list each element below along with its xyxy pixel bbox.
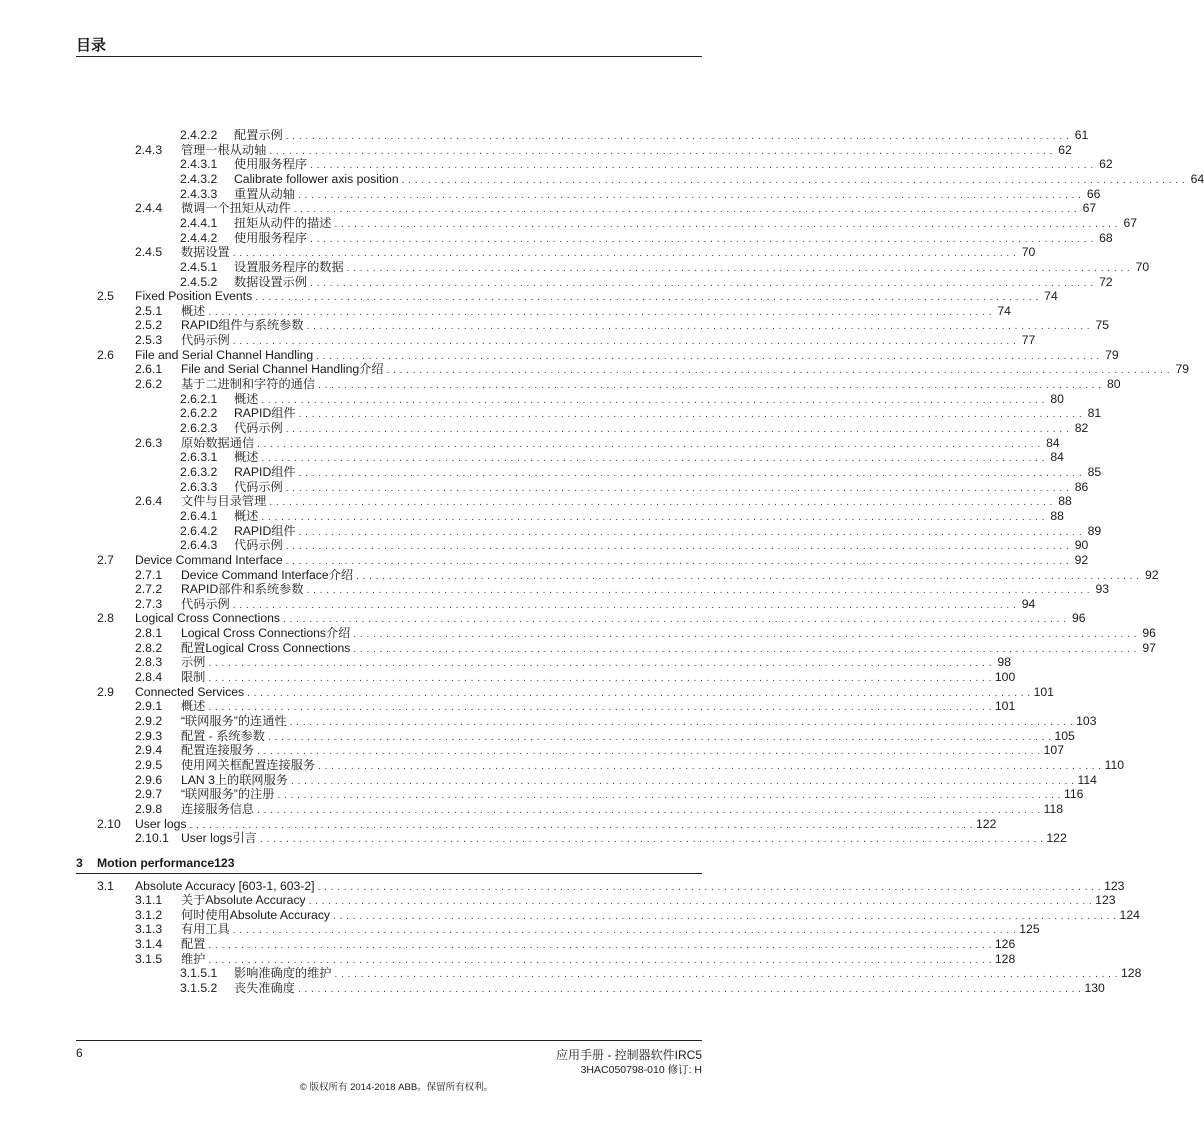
toc-dot-leader: . . . . . . . . . . . . . . . . . . . . . . . . . . . . . . . . . . . . . . . . . . . . . . . . . . . . . . . . . . . . . . . . . . . . . . . . . . . . . . . . . . . . . . . . . . . . . . . . . . . . . . . . . . . . . . . . . . . . . . . . (208, 954, 992, 966)
toc-entry-title: 配置示例 (234, 128, 283, 142)
toc-entry-page: 125 (1019, 922, 1040, 937)
toc-dot-leader: . . . . . . . . . . . . . . . . . . . . . . . . . . . . . . . . . . . . . . . . . . . . . . . . . . . . . . . . . . . . . . . . . . . . . . . . . . . . . . . . . . . . . . . . . . . . . . . . . . . . . . . . . . . . . . . . . . . . . . . . (334, 218, 1119, 230)
toc-dot-leader: . . . . . . . . . . . . . . . . . . . . . . . . . . . . . . . . . . . . . . . . . . . . . . . . . . . . . . . . . . . . . . . . . . . . . . . . . . . . . . . . . . . . . . . . . . . . . . . . . . . . . . . . . . . . . . . . . . . . . . . . (208, 673, 992, 685)
toc-entry[interactable] (0, 435, 1060, 450)
toc-entry-page: 75 (1095, 318, 1110, 333)
toc-dot-leader: . . . . . . . . . . . . . . . . . . . . . . . . . . . . . . . . . . . . . . . . . . . . . . . . . . . . . . . . . . . . . . . . . . . . . . . . . . . . . . . . . . . . . . . . . . . . . . . . . . . . . . . . . . . . . . . . . . . . . . . . (285, 555, 1070, 567)
toc-entry-page: 68 (1099, 230, 1113, 245)
toc-entry-title: 配置 - 系统参数 (181, 728, 265, 743)
toc-entry-number: 2.8.2 (135, 640, 163, 655)
toc-entry-number: 2.6.3.1 (180, 450, 218, 465)
toc-dot-leader: . . . . . . . . . . . . . . . . . . . . . . . . . . . . . . . . . . . . . . . . . . . . . . . . . . . . . . . . . . . . . . . . . . . . . . . . . . . . . . . . . . . . . . . . . . . . . . . . . . . . . . . . . . . . . . . . . . . . . . . . (318, 380, 1102, 392)
toc-dot-leader: . . . . . . . . . . . . . . . . . . . . . . . . . . . . . . . . . . . . . . . . . . . . . . . . . . . . . . . . . . . . . . . . . . . . . . . . . . . . . . . . . . . . . . . . . . . . . . . . . . . . . . . . . . . . . . . . . . . . . . . . (285, 541, 1070, 553)
toc-entry-page: 123 (1095, 893, 1116, 908)
toc-entry[interactable] (0, 801, 1064, 816)
toc-entry[interactable] (0, 816, 997, 831)
toc-entry-number: 2.8.1 (135, 626, 163, 641)
toc-entry-title: RAPID组件 (234, 523, 296, 538)
toc-dot-leader: . . . . . . . . . . . . . . . . . . . . . . . . . . . . . . . . . . . . . . . . . . . . . . . . . . . . . . . . . . . . . . . . . . . . . . . . . . . . . . . . . . . . . . . . . . . . . . . . . . . . . . . . . . . . . . . . . . . . . . . . (298, 409, 1083, 421)
toc-entry[interactable] (0, 552, 1089, 567)
toc-dot-leader: . . . . . . . . . . . . . . . . . . . . . . . . . . . . . . . . . . . . . . . . . . . . . . . . . . . . . . . . . . . . . . . . . . . . . . . . . . . . . . . . . . . . . . . . . . . . . . . . . . . . . . . . . . . . . . . . . . . . . . . . (247, 687, 1031, 699)
toc-entry[interactable] (0, 142, 1072, 157)
toc-entry[interactable] (0, 728, 1075, 743)
toc-entry[interactable] (0, 377, 1121, 392)
toc-entry-number: 2.6.2.1 (180, 391, 218, 406)
toc-entry[interactable] (0, 230, 1113, 245)
toc-entry[interactable] (0, 966, 1142, 981)
toc-dot-leader: . . . . . . . . . . . . . . . . . . . . . . . . . . . . . . . . . . . . . . . . . . . . . . . . . . . . . . . . . . . . . . . . . . . . . . . . . . . . . . . . . . . . . . . . . . . . . . . . . . . . . . . . . . . . . . . . . . . . . . . . (269, 497, 1053, 509)
toc-entry-page: 84 (1046, 435, 1060, 450)
toc-entry-number: 2.4.3.1 (180, 157, 218, 172)
toc-dot-leader: . . . . . . . . . . . . . . . . . . . . . . . . . . . . . . . . . . . . . . . . . . . . . . . . . . . . . . . . . . . . . . . . . . . . . . . . . . . . . . . . . . . . . . . . . . . . . . . . . . . . . . . . . . . . . . . . . . . . . . . . (285, 482, 1070, 494)
toc-entry-title: 影响准确度的维护 (234, 966, 332, 981)
toc-entry[interactable] (0, 567, 1159, 582)
toc-dot-leader: . . . . . . . . . . . . . . . . . . . . . . . . . . . . . . . . . . . . . . . . . . . . . . . . . . . . . . . . . . . . . . . . . . . . . . . . . . . . . . . . . . . . . . . . . . . . . . . . . . . . . . . . . . . . . . . . . . . . . . . . (356, 570, 1140, 582)
toc-entry-number: 2.7.1 (135, 567, 163, 582)
toc-entry-title: 微调一个扭矩从动件 (181, 201, 291, 216)
toc-entry-number: 2.6.2 (135, 377, 163, 392)
toc-entry-page: 116 (1063, 787, 1084, 802)
toc-entry-number: 2.6.1 (135, 362, 163, 377)
toc-entry-page: 97 (1142, 640, 1156, 655)
toc-entry-number: 3.1.3 (135, 922, 163, 937)
toc-entry-title: 连接服务信息 (181, 801, 255, 816)
chapter-divider (76, 873, 702, 874)
toc-entry-page: 101 (994, 699, 1016, 714)
toc-entry-number: 3.1.4 (135, 937, 163, 952)
toc-entry-title: 有用工具 (181, 922, 230, 937)
toc-entry[interactable] (0, 596, 1036, 611)
toc-entry-page: 105 (1054, 728, 1075, 743)
toc-entry[interactable] (0, 831, 1067, 846)
toc-entry-number: 2.6.2.2 (180, 406, 218, 421)
toc-entry[interactable] (0, 922, 1040, 937)
toc-entry[interactable] (0, 626, 1156, 641)
toc-entry[interactable] (0, 757, 1125, 772)
footer-divider (76, 1040, 702, 1041)
toc-entry-page: 80 (1107, 377, 1121, 392)
toc-entry-page: 61 (1074, 128, 1089, 142)
toc-entry[interactable] (0, 318, 1110, 333)
toc-dot-leader: . . . . . . . . . . . . . . . . . . . . . . . . . . . . . . . . . . . . . . . . . . . . . . . . . . . . . . . . . . . . . . . . . . . . . . . . . . . . . . . . . . . . . . . . . . . . . . . . . . . . . . . . . . . . . . . . . . . . . . . . (257, 746, 1041, 758)
toc-entry-page: 64 (1190, 171, 1204, 186)
toc-entry-number: 2.4.5.2 (180, 274, 218, 289)
toc-dot-leader: . . . . . . . . . . . . . . . . . . . . . . . . . . . . . . . . . . . . . . . . . . . . . . . . . . . . . . . . . . . . . . . . . . . . . . . . . . . . . . . . . . . . . . . . . . . . . . . . . . . . . . . . . . . . . . . . . . . . . . . . (333, 910, 1117, 922)
toc-entry-title: 扭矩从动件的描述 (234, 215, 332, 230)
toc-dot-leader: . . . . . . . . . . . . . . . . . . . . . . . . . . . . . . . . . . . . . . . . . . . . . . . . . . . . . . . . . . . . . . . . . . . . . . . . . . . . . . . . . . . . . . . . . . . . . . . . . . . . . . . . . . . . . . . . . . . . . . . . (289, 717, 1074, 728)
toc-entry-title: File and Serial Channel Handling (135, 347, 314, 362)
toc-entry-page: 128 (1121, 966, 1142, 981)
toc-dot-leader: . . . . . . . . . . . . . . . . . . . . . . . . . . . . . . . . . . . . . . . . . . . . . . . . . . . . . . . . . . . . . . . . . . . . . . . . . . . . . . . . . . . . . . . . . . . . . . . . . . . . . . . . . . . . . . . . . . . . . . . . (306, 321, 1091, 333)
toc-entry-title: 代码示例 (234, 421, 283, 435)
toc-entry-number: 2.7.2 (135, 582, 163, 597)
toc-entry-number: 2.9.3 (135, 728, 163, 743)
toc-entry-page: 81 (1087, 406, 1102, 421)
toc-entry-number: 2.9.2 (135, 714, 163, 728)
toc-dot-leader: . . . . . . . . . . . . . . . . . . . . . . . . . . . . . . . . . . . . . . . . . . . . . . . . . . . . . . . . . . . . . . . . . . . . . . . . . . . . . . . . . . . . . . . . . . . . . . . . . . . . . . . . . . . . . . . . . . . . . . . . (208, 658, 992, 670)
toc-entry[interactable] (0, 640, 1156, 655)
footer-copyright: © 版权所有 2014-2018 ABB。保留所有权利。 (299, 1082, 494, 1093)
toc-entry[interactable] (0, 186, 1101, 201)
toc-entry-title: 配置Logical Cross Connections (181, 640, 351, 655)
toc-entry[interactable] (0, 670, 1016, 685)
toc-entry-number: 3 (76, 855, 83, 870)
toc-entry[interactable] (0, 981, 1105, 996)
toc-entry-title: 重置从动轴 (234, 186, 295, 201)
toc-entry-title: Connected Services (135, 684, 245, 699)
toc-entry[interactable] (0, 714, 1097, 728)
toc-entry-title: 示例 (181, 655, 206, 670)
toc-entry-page: 122 (1046, 831, 1067, 846)
toc-entry-number: 3.1.5 (135, 951, 163, 966)
toc-dot-leader: . . . . . . . . . . . . . . . . . . . . . . . . . . . . . . . . . . . . . . . . . . . . . . . . . . . . . . . . . . . . . . . . . . . . . . . . . . . . . . . . . . . . . . . . . . . . . . . . . . . . . . . . . . . . . . . . . . . . . . . . (306, 585, 1091, 597)
toc-entry-number: 2.6.4.2 (180, 523, 218, 538)
toc-entry-title: Device Command Interface (135, 552, 283, 567)
toc-entry-title: 何时使用Absolute Accuracy (181, 907, 331, 922)
toc-entry-title: Calibrate follower axis position (234, 171, 399, 186)
toc-dot-leader: . . . . . . . . . . . . . . . . . . . . . . . . . . . . . . . . . . . . . . . . . . . . . . . . . . . . . . . . . . . . . . . . . . . . . . . . . . . . . . . . . . . . . . . . . . . . . . . . . . . . . . . . . . . . . . . . . . . . . . . . (310, 233, 1094, 245)
toc-entry-number: 2.6.4.1 (180, 508, 218, 523)
toc-entry[interactable] (0, 772, 1097, 787)
toc-entry-number: 2.4.3.3 (180, 186, 218, 201)
toc-entry-title: 设置服务程序的数据 (234, 259, 344, 274)
toc-entry-page: 80 (1050, 391, 1064, 406)
toc-entry-number: 2.5 (97, 289, 114, 304)
toc-entry[interactable] (0, 201, 1097, 216)
toc-entry-page: 107 (1043, 743, 1064, 758)
toc-dot-leader: . . . . . . . . . . . . . . . . . . . . . . . . . . . . . . . . . . . . . . . . . . . . . . . . . . . . . . . . . . . . . . . . . . . . . . . . . . . . . . . . . . . . . . . . . . . . . . . . . . . . . . . . . . . . . . . . . . . . . . . . (261, 453, 1045, 465)
toc-entry[interactable] (0, 479, 1089, 494)
toc-entry-page: 88 (1058, 494, 1072, 509)
toc-entry-number: 2.9.4 (135, 743, 163, 758)
toc-entry[interactable] (0, 450, 1064, 465)
toc-entry-number: 2.4.3 (135, 142, 163, 157)
toc-entry[interactable] (0, 259, 1150, 274)
toc-entry[interactable] (0, 878, 1125, 893)
toc-entry-title: Device Command Interface介绍 (181, 567, 354, 582)
toc-dot-leader: . . . . . . . . . . . . . . . . . . . . . . . . . . . . . . . . . . . . . . . . . . . . . . . . . . . . . . . . . . . . . . . . . . . . . . . . . . . . . . . . . . . . . . . . . . . . . . . . . . . . . . . . . . . . . . . . . . . . . . . . (232, 599, 1017, 611)
toc-entry-number: 3.1.2 (135, 907, 163, 922)
toc-entry[interactable] (0, 538, 1089, 553)
toc-entry-title: LAN 3上的联网服务 (181, 772, 288, 787)
toc-entry-page: 123 (214, 855, 235, 870)
toc-entry-title: Logical Cross Connections (135, 611, 280, 626)
toc-dot-leader: . . . . . . . . . . . . . . . . . . . . . . . . . . . . . . . . . . . . . . . . . . . . . . . . . . . . . . . . . . . . . . . . . . . . . . . . . . . . . . . . . . . . . . . . . . . . . . . . . . . . . . . . . . . . . . . . . . . . . . . . (232, 336, 1017, 348)
toc-entry-number: 2.4.4.2 (180, 230, 218, 245)
toc-dot-leader: . . . . . . . . . . . . . . . . . . . . . . . . . . . . . . . . . . . . . . . . . . . . . . . . . . . . . . . . . . . . . . . . . . . . . . . . . . . . . . . . . . . . . . . . . . . . . . . . . . . . . . . . . . . . . . . . . . . . . . . . (261, 394, 1045, 406)
toc-entry-number: 2.4.5 (135, 245, 163, 260)
toc-dot-leader: . . . . . . . . . . . . . . . . . . . . . . . . . . . . . . . . . . . . . . . . . . . . . . . . . . . . . . . . . . . . . . . . . . . . . . . . . . . . . . . . . . . . . . . . . . . . . . . . . . . . . . . . . . . . . . . . . . . . . . . . (316, 350, 1100, 362)
toc-dot-leader: . . . . . . . . . . . . . . . . . . . . . . . . . . . . . . . . . . . . . . . . . . . . . . . . . . . . . . . . . . . . . . . . . . . . . . . . . . . . . . . . . . . . . . . . . . . . . . . . . . . . . . . . . . . . . . . . . . . . . . . . (282, 614, 1067, 626)
toc-entry[interactable] (0, 406, 1102, 421)
toc-entry-page: 118 (1043, 801, 1064, 816)
toc-dot-leader: . . . . . . . . . . . . . . . . . . . . . . . . . . . . . . . . . . . . . . . . . . . . . . . . . . . . . . . . . . . . . . . . . . . . . . . . . . . . . . . . . . . . . . . . . . . . . . . . . . . . . . . . . . . . . . . . . . . . . . . . (277, 790, 1061, 802)
toc-entry-page: 126 (994, 937, 1016, 952)
toc-entry-title: 概述 (234, 508, 259, 523)
toc-dot-leader: . . . . . . . . . . . . . . . . . . . . . . . . . . . . . . . . . . . . . . . . . . . . . . . . . . . . . . . . . . . . . . . . . . . . . . . . . . . . . . . . . . . . . . . . . . . . . . . . . . . . . . . . . . . . . . . . . . . . . . . . (259, 834, 1044, 846)
toc-entry-title: User logs (135, 816, 187, 831)
toc-entry-number: 2.6 (97, 347, 114, 362)
toc-dot-leader: . . . . . . . . . . . . . . . . . . . . . . . . . . . . . . . . . . . . . . . . . . . . . . . . . . . . . . . . . . . . . . . . . . . . . . . . . . . . . . . . . . . . . . . . . . . . . . . . . . . . . . . . . . . . . . . . . . . . . . . . (318, 760, 1102, 772)
toc-entry-title: 丧失准确度 (234, 981, 295, 996)
toc-entry-page: 88 (1050, 508, 1064, 523)
toc-entry-title: 数据设置示例 (234, 274, 308, 289)
toc-entry-number: 2.8 (97, 611, 114, 626)
toc-entry[interactable] (0, 684, 1054, 699)
toc-entry-title: 使用网关框配置连接服务 (181, 757, 316, 772)
toc-entry-number: 3.1.5.2 (180, 981, 218, 996)
toc-dot-leader: . . . . . . . . . . . . . . . . . . . . . . . . . . . . . . . . . . . . . . . . . . . . . . . . . . . . . . . . . . . . . . . . . . . . . . . . . . . . . . . . . . . . . . . . . . . . . . . . . . . . . . . . . . . . . . . . . . . . . . . . (401, 174, 1186, 186)
toc-entry-page: 62 (1099, 157, 1113, 172)
toc-entry-number: 2.5.3 (135, 333, 163, 348)
toc-entry-page: 79 (1175, 362, 1190, 377)
toc-entry-number: 2.9.5 (135, 757, 163, 772)
toc-dot-leader: . . . . . . . . . . . . . . . . . . . . . . . . . . . . . . . . . . . . . . . . . . . . . . . . . . . . . . . . . . . . . . . . . . . . . . . . . . . . . . . . . . . . . . . . . . . . . . . . . . . . . . . . . . . . . . . . . . . . . . . . (293, 204, 1078, 216)
toc-dot-leader: . . . . . . . . . . . . . . . . . . . . . . . . . . . . . . . . . . . . . . . . . . . . . . . . . . . . . . . . . . . . . . . . . . . . . . . . . . . . . . . . . . . . . . . . . . . . . . . . . . . . . . . . . . . . . . . . . . . . . . . . (269, 145, 1053, 157)
toc-entry-number: 2.9.8 (135, 801, 163, 816)
toc-dot-leader: . . . . . . . . . . . . . . . . . . . . . . . . . . . . . . . . . . . . . . . . . . . . . . . . . . . . . . . . . . . . . . . . . . . . . . . . . . . . . . . . . . . . . . . . . . . . . . . . . . . . . . . . . . . . . . . . . . . . . . . . (298, 526, 1083, 538)
toc-entry-page: 79 (1105, 347, 1119, 362)
toc-dot-leader: . . . . . . . . . . . . . . . . . . . . . . . . . . . . . . . . . . . . . . . . . . . . . . . . . . . . . . . . . . . . . . . . . . . . . . . . . . . . . . . . . . . . . . . . . . . . . . . . . . . . . . . . . . . . . . . . . . . . . . . . (208, 940, 992, 952)
toc-entry-page: 114 (1077, 772, 1097, 787)
toc-entry-number: 2.6.2.3 (180, 421, 218, 435)
toc-entry[interactable] (0, 464, 1102, 479)
toc-entry[interactable] (0, 611, 1086, 626)
toc-entry-title: Logical Cross Connections介绍 (181, 626, 351, 641)
toc-entry-number: 3.1.5.1 (180, 966, 218, 981)
toc-entry-page: 77 (1021, 333, 1036, 348)
toc-entry-title: 基于二进制和字符的通信 (181, 377, 316, 392)
toc-entry-number: 2.9.7 (135, 787, 163, 802)
toc-entry-number: 2.4.5.1 (180, 259, 218, 274)
toc-entry-number: 2.6.3.3 (180, 479, 218, 494)
toc-entry[interactable] (0, 743, 1064, 758)
toc-dot-leader: . . . . . . . . . . . . . . . . . . . . . . . . . . . . . . . . . . . . . . . . . . . . . . . . . . . . . . . . . . . . . . . . . . . . . . . . . . . . . . . . . . . . . . . . . . . . . . . . . . . . . . . . . . . . . . . . . . . . . . . . (297, 189, 1082, 201)
toc-entry-title: 关于Absolute Accuracy (181, 893, 306, 908)
toc-entry[interactable] (0, 907, 1140, 922)
toc-entry-page: 86 (1074, 479, 1089, 494)
toc-entry-title: RAPID组件与系统参数 (181, 318, 304, 333)
toc-dot-leader: . . . . . . . . . . . . . . . . . . . . . . . . . . . . . . . . . . . . . . . . . . . . . . . . . . . . . . . . . . . . . . . . . . . . . . . . . . . . . . . . . . . . . . . . . . . . . . . . . . . . . . . . . . . . . . . . . . . . . . . . (353, 643, 1137, 655)
toc-entry[interactable] (0, 245, 1036, 260)
toc-dot-leader: . . . . . . . . . . . . . . . . . . . . . . . . . . . . . . . . . . . . . . . . . . . . . . . . . . . . . . . . . . . . . . . . . . . . . . . . . . . . . . . . . . . . . . . . . . . . . . . . . . . . . . . . . . . . . . . . . . . . . . . . (208, 306, 992, 318)
toc-entry-page: 124 (1119, 907, 1140, 922)
toc-entry-page: 66 (1086, 186, 1101, 201)
toc-entry-title: 使用服务程序 (234, 157, 308, 172)
toc-entry-title: “联网服务”的连通性 (181, 714, 287, 728)
footer-page-number: 6 (76, 1046, 83, 1060)
toc-entry-number: 2.9.1 (135, 699, 163, 714)
toc-entry-number: 2.8.3 (135, 655, 163, 670)
toc-entry-title: 代码示例 (234, 479, 283, 494)
toc-dot-leader: . . . . . . . . . . . . . . . . . . . . . . . . . . . . . . . . . . . . . . . . . . . . . . . . . . . . . . . . . . . . . . . . . . . . . . . . . . . . . . . . . . . . . . . . . . . . . . . . . . . . . . . . . . . . . . . . . . . . . . . . (386, 365, 1171, 377)
toc-entry-page: 90 (1074, 538, 1089, 553)
footer-manual-title: 应用手册 - 控制器软件IRC5 (555, 1048, 702, 1062)
toc-entry-number: 2.9.6 (135, 772, 163, 787)
toc-entry-title: Absolute Accuracy [603-1, 603-2] (135, 878, 315, 893)
toc-dot-leader: . . . . . . . . . . . . . . . . . . . . . . . . . . . . . . . . . . . . . . . . . . . . . . . . . . . . . . . . . . . . . . . . . . . . . . . . . . . . . . . . . . . . . . . . . . . . . . . . . . . . . . . . . . . . . . . . . . . . . . . . (310, 160, 1094, 172)
toc-dot-leader: . . . . . . . . . . . . . . . . . . . . . . . . . . . . . . . . . . . . . . . . . . . . . . . . . . . . . . . . . . . . . . . . . . . . . . . . . . . . . . . . . . . . . . . . . . . . . . . . . . . . . . . . . . . . . . . . . . . . . . . . (267, 731, 1052, 743)
toc-dot-leader: . . . . . . . . . . . . . . . . . . . . . . . . . . . . . . . . . . . . . . . . . . . . . . . . . . . . . . . . . . . . . . . . . . . . . . . . . . . . . . . . . . . . . . . . . . . . . . . . . . . . . . . . . . . . . . . . . . . . . . . . (308, 896, 1093, 908)
toc-dot-leader: . . . . . . . . . . . . . . . . . . . . . . . . . . . . . . . . . . . . . . . . . . . . . . . . . . . . . . . . . . . . . . . . . . . . . . . . . . . . . . . . . . . . . . . . . . . . . . . . . . . . . . . . . . . . . . . . . . . . . . . . (346, 262, 1131, 274)
header-divider (76, 56, 702, 57)
toc-entry-title: 数据设置 (181, 245, 230, 260)
toc-entry[interactable] (0, 582, 1110, 597)
toc-entry[interactable] (0, 274, 1113, 289)
toc-entry-title: 原始数据通信 (181, 435, 255, 450)
toc-entry-page: 93 (1095, 582, 1110, 597)
toc-entry-number: 3.1 (97, 878, 114, 893)
toc-entry[interactable] (0, 347, 1119, 362)
toc-entry-number: 2.7 (97, 552, 114, 567)
toc-entry-title: User logs引言 (181, 831, 257, 846)
toc-entry[interactable] (0, 157, 1113, 172)
toc-dot-leader: . . . . . . . . . . . . . . . . . . . . . . . . . . . . . . . . . . . . . . . . . . . . . . . . . . . . . . . . . . . . . . . . . . . . . . . . . . . . . . . . . . . . . . . . . . . . . . . . . . . . . . . . . . . . . . . . . . . . . . . . (310, 277, 1094, 289)
toc-entry[interactable] (0, 171, 1204, 186)
toc-entry-title: 文件与目录管理 (181, 494, 267, 509)
toc-dot-leader: . . . . . . . . . . . . . . . . . . . . . . . . . . . . . . . . . . . . . . . . . . . . . . . . . . . . . . . . . . . . . . . . . . . . . . . . . . . . . . . . . . . . . . . . . . . . . . . . . . . . . . . . . . . . . . . . . . . . . . . . (232, 248, 1017, 260)
toc-entry-page: 123 (1104, 878, 1125, 893)
toc-entry-number: 2.6.3.2 (180, 464, 218, 479)
toc-entry-title: 代码示例 (181, 333, 230, 348)
toc-entry-page: 103 (1076, 714, 1097, 728)
toc-entry[interactable] (0, 787, 1084, 802)
toc-entry-page: 74 (1044, 289, 1058, 304)
toc-dot-leader: . . . . . . . . . . . . . . . . . . . . . . . . . . . . . . . . . . . . . . . . . . . . . . . . . . . . . . . . . . . . . . . . . . . . . . . . . . . . . . . . . . . . . . . . . . . . . . . . . . . . . . . . . . . . . . . . . . . . . . . . (257, 804, 1041, 816)
toc-entry-title: 概述 (181, 699, 206, 714)
toc-entry[interactable] (0, 937, 1016, 952)
toc-entry-page: 67 (1123, 215, 1138, 230)
toc-entry-number: 2.4.2.2 (180, 128, 218, 142)
toc-entry-page: 128 (994, 951, 1016, 966)
toc-entry-page: 72 (1099, 274, 1113, 289)
toc-entry[interactable] (0, 421, 1089, 435)
toc-entry-title: 代码示例 (234, 538, 283, 553)
toc-entry-page: 67 (1082, 201, 1097, 216)
toc-dot-leader: . . . . . . . . . . . . . . . . . . . . . . . . . . . . . . . . . . . . . . . . . . . . . . . . . . . . . . . . . . . . . . . . . . . . . . . . . . . . . . . . . . . . . . . . . . . . . . . . . . . . . . . . . . . . . . . . . . . . . . . . (334, 969, 1119, 981)
toc-entry-page: 92 (1145, 567, 1159, 582)
toc-entry-number: 2.4.3.2 (180, 171, 218, 186)
toc-entry-title: Fixed Position Events (135, 289, 253, 304)
toc-entry[interactable] (0, 333, 1036, 348)
toc-dot-leader: . . . . . . . . . . . . . . . . . . . . . . . . . . . . . . . . . . . . . . . . . . . . . . . . . . . . . . . . . . . . . . . . . . . . . . . . . . . . . . . . . . . . . . . . . . . . . . . . . . . . . . . . . . . . . . . . . . . . . . . . (297, 984, 1082, 996)
toc-entry-page: 85 (1087, 464, 1102, 479)
toc-entry-page: 100 (994, 670, 1016, 685)
toc-entry-page: 122 (976, 816, 997, 831)
toc-dot-leader: . . . . . . . . . . . . . . . . . . . . . . . . . . . . . . . . . . . . . . . . . . . . . . . . . . . . . . . . . . . . . . . . . . . . . . . . . . . . . . . . . . . . . . . . . . . . . . . . . . . . . . . . . . . . . . . . . . . . . . . . (261, 511, 1045, 523)
toc-entry-page: 94 (1021, 596, 1036, 611)
toc-entry[interactable] (0, 303, 1011, 318)
toc-entry-number: 2.10 (97, 816, 121, 831)
toc-entry-number: 2.5.2 (135, 318, 163, 333)
toc-entry-number: 2.7.3 (135, 596, 163, 611)
toc-entry-page: 92 (1074, 552, 1089, 567)
toc-entry-title: File and Serial Channel Handling介绍 (181, 362, 384, 377)
toc-entry-title: 限制 (181, 670, 206, 685)
toc-entry-number: 2.10.1 (135, 831, 169, 846)
toc-dot-leader: . . . . . . . . . . . . . . . . . . . . . . . . . . . . . . . . . . . . . . . . . . . . . . . . . . . . . . . . . . . . . . . . . . . . . . . . . . . . . . . . . . . . . . . . . . . . . . . . . . . . . . . . . . . . . . . . . . . . . . . . (298, 467, 1083, 479)
toc-entry-page: 110 (1104, 757, 1125, 772)
toc-dot-leader: . . . . . . . . . . . . . . . . . . . . . . . . . . . . . . . . . . . . . . . . . . . . . . . . . . . . . . . . . . . . . . . . . . . . . . . . . . . . . . . . . . . . . . . . . . . . . . . . . . . . . . . . . . . . . . . . . . . . . . . . (317, 881, 1102, 893)
toc-entry[interactable] (0, 391, 1064, 406)
toc-entry[interactable] (0, 893, 1116, 908)
toc-entry-page: 96 (1142, 626, 1156, 641)
toc-entry[interactable] (0, 215, 1138, 230)
toc-entry[interactable] (0, 856, 793, 870)
toc-entry-title: 概述 (234, 450, 259, 465)
toc-entry-title: 维护 (181, 951, 206, 966)
toc-entry[interactable] (0, 951, 1016, 966)
toc-entry[interactable] (0, 362, 1190, 377)
toc-entry[interactable] (0, 508, 1064, 523)
toc-entry-title: RAPID组件 (234, 464, 296, 479)
toc-entry-title: RAPID部件和系统参数 (181, 582, 304, 597)
toc-entry[interactable] (0, 128, 1089, 142)
toc-entry-title: 代码示例 (181, 596, 230, 611)
toc-dot-leader: . . . . . . . . . . . . . . . . . . . . . . . . . . . . . . . . . . . . . . . . . . . . . . . . . . . . . . . . . . . . . . . . . . . . . . . . . . . . . . . . . . . . . . . . . . . . . . . . . . . . . . . . . . . . . . . . . . . . . . . . (353, 629, 1137, 641)
toc-entry-number: 2.6.4 (135, 494, 163, 509)
toc-dot-leader: . . . . . . . . . . . . . . . . . . . . . . . . . . . . . . . . . . . . . . . . . . . . . . . . . . . . . . . . . . . . . . . . . . . . . . . . . . . . . . . . . . . . . . . . . . . . . . . . . . . . . . . . . . . . . . . . . . . . . . . . (189, 819, 974, 831)
toc-entry-title: 概述 (181, 303, 206, 318)
toc-entry-page: 98 (997, 655, 1011, 670)
toc-dot-leader: . . . . . . . . . . . . . . . . . . . . . . . . . . . . . . . . . . . . . . . . . . . . . . . . . . . . . . . . . . . . . . . . . . . . . . . . . . . . . . . . . . . . . . . . . . . . . . . . . . . . . . . . . . . . . . . . . . . . . . . . (285, 131, 1070, 142)
toc-entry-page: 62 (1058, 142, 1072, 157)
toc-entry[interactable] (0, 523, 1102, 538)
toc-entry-number: 2.5.1 (135, 303, 163, 318)
toc-entry-page: 130 (1084, 981, 1105, 996)
toc-dot-leader: . . . . . . . . . . . . . . . . . . . . . . . . . . . . . . . . . . . . . . . . . . . . . . . . . . . . . . . . . . . . . . . . . . . . . . . . . . . . . . . . . . . . . . . . . . . . . . . . . . . . . . . . . . . . . . . . . . . . . . . . (208, 702, 992, 714)
toc-entry-title: 配置 (181, 937, 206, 952)
toc-dot-leader: . . . . . . . . . . . . . . . . . . . . . . . . . . . . . . . . . . . . . . . . . . . . . . . . . . . . . . . . . . . . . . . . . . . . . . . . . . . . . . . . . . . . . . . . . . . . . . . . . . . . . . . . . . . . . . . . . . . . . . . . (232, 925, 1017, 937)
toc-entry-title: 使用服务程序 (234, 230, 308, 245)
toc-dot-leader: . . . . . . . . . . . . . . . . . . . . . . . . . . . . . . . . . . . . . . . . . . . . . . . . . . . . . . . . . . . . . . . . . . . . . . . . . . . . . . . . . . . . . . . . . . . . . . . . . . . . . . . . . . . . . . . . . . . . . . . . (291, 775, 1075, 787)
toc-entry-page: 70 (1021, 245, 1036, 260)
toc-entry-title: 管理一根从动轴 (181, 142, 267, 157)
toc-entry-page: 82 (1074, 421, 1089, 435)
toc-entry-page: 101 (1033, 684, 1054, 699)
toc-entry-number: 2.8.4 (135, 670, 163, 685)
toc-entry-number: 2.9 (97, 684, 114, 699)
toc-dot-leader: . . . . . . . . . . . . . . . . . . . . . . . . . . . . . . . . . . . . . . . . . . . . . . . . . . . . . . . . . . . . . . . . . . . . . . . . . . . . . . . . . . . . . . . . . . . . . . . . . . . . . . . . . . . . . . . . . . . . . . . . (255, 292, 1039, 304)
toc-entry-number: 3.1.1 (135, 893, 163, 908)
toc-entry-number: 2.6.4.3 (180, 538, 218, 553)
toc-dot-leader: . . . . . . . . . . . . . . . . . . . . . . . . . . . . . . . . . . . . . . . . . . . . . . . . . . . . . . . . . . . . . . . . . . . . . . . . . . . . . . . . . . . . . . . . . . . . . . . . . . . . . . . . . . . . . . . . . . . . . . . . (285, 424, 1070, 435)
page-title: 目录 (76, 36, 107, 54)
toc-entry-number: 2.4.4.1 (180, 215, 218, 230)
toc-entry[interactable] (0, 655, 1011, 670)
toc-entry-number: 2.6.3 (135, 435, 163, 450)
toc-entry-page: 89 (1087, 523, 1102, 538)
toc-entry-title: 概述 (234, 391, 259, 406)
toc-entry-title: 配置连接服务 (181, 743, 255, 758)
toc-entry-title: Motion performance (97, 855, 215, 870)
toc-entry-page: 70 (1135, 259, 1150, 274)
toc-entry-title: RAPID组件 (234, 406, 296, 421)
toc-entry-number: 2.4.4 (135, 201, 163, 216)
toc-entry[interactable] (0, 699, 1016, 714)
toc-entry-page: 84 (1050, 450, 1064, 465)
toc-entry[interactable] (0, 289, 1058, 304)
toc-entry-page: 74 (997, 303, 1011, 318)
toc-entry[interactable] (0, 494, 1072, 509)
footer-document-id: 3HAC050798-010 修订: H (580, 1064, 702, 1076)
toc-entry-title: “联网服务”的注册 (181, 787, 275, 802)
toc-dot-leader: . . . . . . . . . . . . . . . . . . . . . . . . . . . . . . . . . . . . . . . . . . . . . . . . . . . . . . . . . . . . . . . . . . . . . . . . . . . . . . . . . . . . . . . . . . . . . . . . . . . . . . . . . . . . . . . . . . . . . . . . (257, 438, 1041, 450)
toc-entry-page: 96 (1071, 611, 1086, 626)
